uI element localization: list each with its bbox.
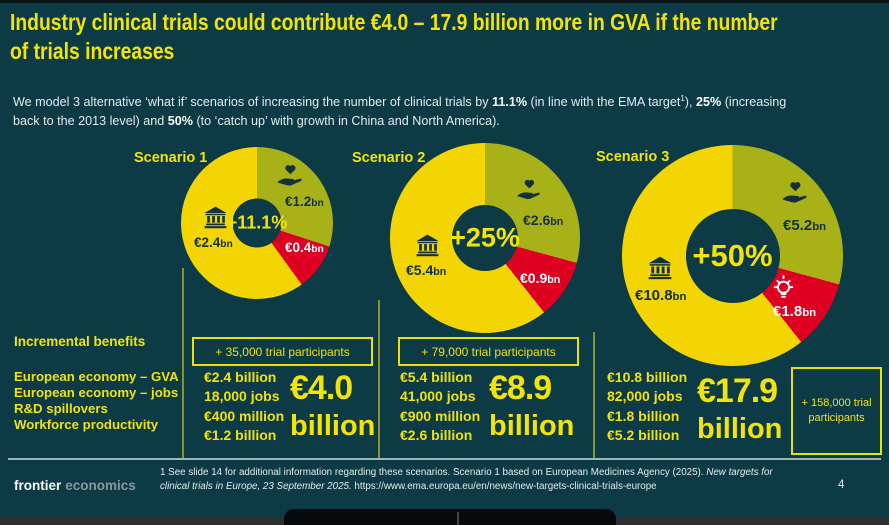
footnote-url: https://www.ema.europa.eu/en/news/new-targets-clinical-trials-europe (351, 480, 657, 492)
rd-segment-label (285, 240, 324, 255)
total-amount: €8.9 (489, 369, 552, 407)
rd-unit: bn (547, 274, 561, 286)
intro-text: (increasing (721, 95, 787, 110)
benefits-list (14, 369, 179, 433)
gva-value: €2.4 (194, 235, 221, 250)
scenario-1-donut-chart (181, 147, 333, 299)
divider-line (182, 268, 184, 460)
intro-paragraph (13, 93, 875, 131)
scenario-2-label: Scenario 2 (352, 150, 426, 166)
benefit-item-workforce: Workforce productivity (14, 416, 159, 432)
value-row: €900 million (400, 407, 481, 424)
rd-unit: bn (311, 244, 324, 255)
divider-line (593, 332, 595, 460)
value-row: 18,000 jobs (204, 388, 280, 405)
page-number: 4 (838, 479, 845, 491)
slide-title-line2: of trials increases (10, 38, 175, 65)
heart-in-hand-icon (515, 177, 543, 205)
value-row: 82,000 jobs (607, 388, 683, 405)
total-amount: €4.0 (290, 369, 353, 407)
lightbulb-icon (768, 273, 799, 304)
scenario-1-total (290, 371, 375, 441)
intro-text: (to ‘catch up’ with growth in China and North America). (192, 114, 500, 129)
rd-unit: bn (802, 307, 817, 319)
intro-bold-111: 11.1% (492, 95, 528, 110)
footnote-italic: New targets for (706, 467, 773, 478)
benefit-item-jobs: European economy – jobs (14, 384, 179, 400)
heart-in-hand-icon (275, 162, 305, 192)
workforce-value: €2.6 (523, 212, 551, 228)
value-row: €1.2 billion (204, 426, 277, 443)
logo-primary: frontier (14, 478, 62, 493)
benefit-item-gva: European economy – GVA (14, 369, 179, 384)
scenario-3-values (607, 368, 687, 445)
footnote-marker: 1 (680, 94, 685, 103)
workforce-segment-label (783, 217, 826, 234)
value-row: €5.4 billion (400, 369, 473, 385)
rd-value: €0.4 (285, 240, 312, 255)
bank-icon (203, 205, 228, 230)
scenario-2-participants-box: + 79,000 trial participants (398, 337, 579, 366)
top-edge-strip (0, 0, 889, 3)
value-row: €10.8 billion (607, 369, 688, 385)
heart-in-hand-icon (780, 179, 810, 209)
rd-value: €1.8 (773, 303, 803, 320)
value-row: €400 million (204, 407, 285, 424)
value-row: €1.8 billion (607, 407, 680, 424)
gva-unit: bn (672, 291, 687, 303)
scenario-3-donut-chart (622, 145, 843, 366)
footnote (160, 466, 845, 494)
workforce-unit: bn (550, 216, 564, 228)
workforce-segment-label (523, 212, 563, 228)
workforce-value: €5.2 (783, 217, 813, 234)
value-row: €5.2 billion (607, 426, 680, 443)
intro-text: back to the 2013 level) and (13, 114, 168, 129)
gva-segment-label (635, 287, 686, 304)
scenario-1-values (204, 368, 284, 445)
total-unit: billion (290, 410, 376, 442)
scenario-1-uplift: +11.1% (226, 212, 288, 233)
footnote-ref: 1 (160, 467, 166, 478)
bottom-overlay-handle[interactable] (284, 509, 616, 525)
rd-segment-label (773, 303, 816, 320)
rd-segment-label (520, 270, 560, 286)
slide-title-line1: Industry clinical trials could contribute €4.0 – 17.9 billion more in GVA if the number (10, 9, 778, 35)
intro-bold-50: 50% (167, 114, 193, 129)
value-row: €2.4 billion (204, 369, 277, 385)
workforce-segment-label (285, 194, 324, 209)
scenario-2-total (489, 371, 574, 441)
scenario-1-participants-box: + 35,000 trial participants (192, 337, 373, 366)
value-row: 41,000 jobs (400, 388, 476, 405)
rd-value: €0.9 (520, 270, 548, 286)
gva-unit: bn (220, 239, 233, 250)
scenario-3-total (697, 374, 782, 444)
scenario-2-values (400, 368, 480, 445)
scenario-1-label: Scenario 1 (134, 150, 208, 166)
scenario-2-donut-chart (390, 143, 580, 333)
workforce-value: €1.2 (285, 194, 312, 209)
footnote-text: See slide 14 for additional information regarding these scenarios. Scenario 1 based on European Medicines Agency (2025). (165, 467, 707, 478)
workforce-unit: bn (311, 198, 324, 209)
bank-icon (415, 233, 440, 258)
scenario-3-uplift: +50% (692, 237, 773, 273)
intro-text: We model 3 alternative ‘what if’ scenarios of increasing the number of clinical trials by (13, 95, 493, 110)
workforce-unit: bn (812, 221, 827, 233)
value-row: €2.6 billion (400, 426, 473, 443)
frontier-economics-logo (14, 478, 136, 493)
benefit-item-rd: R&D spillovers (14, 400, 108, 416)
gva-value: €10.8 (635, 287, 673, 304)
scenario-3-label: Scenario 3 (596, 149, 670, 165)
divider-line (378, 300, 380, 460)
slide-title (10, 8, 888, 67)
gva-value: €5.4 (406, 262, 434, 278)
total-unit: billion (697, 413, 783, 445)
intro-text: ), (684, 95, 696, 110)
total-amount: €17.9 (697, 372, 778, 410)
scenario-2-uplift: +25% (450, 222, 520, 253)
intro-bold-25: 25% (695, 95, 722, 110)
scenario-3-participants-box: + 158,000 trial participants (791, 367, 882, 455)
gva-segment-label (406, 262, 446, 278)
benefits-heading: Incremental benefits (14, 334, 146, 349)
gva-segment-label (194, 235, 233, 250)
overlay-handle-divider (457, 512, 459, 525)
total-unit: billion (489, 410, 575, 442)
gva-unit: bn (433, 266, 447, 278)
bank-icon (647, 255, 673, 281)
logo-secondary: economics (65, 478, 136, 493)
intro-text: (in line with the EMA target (527, 95, 681, 110)
footnote-italic: clinical trials in Europe, 23 September 2025. (160, 480, 352, 492)
footer-divider (8, 458, 881, 460)
